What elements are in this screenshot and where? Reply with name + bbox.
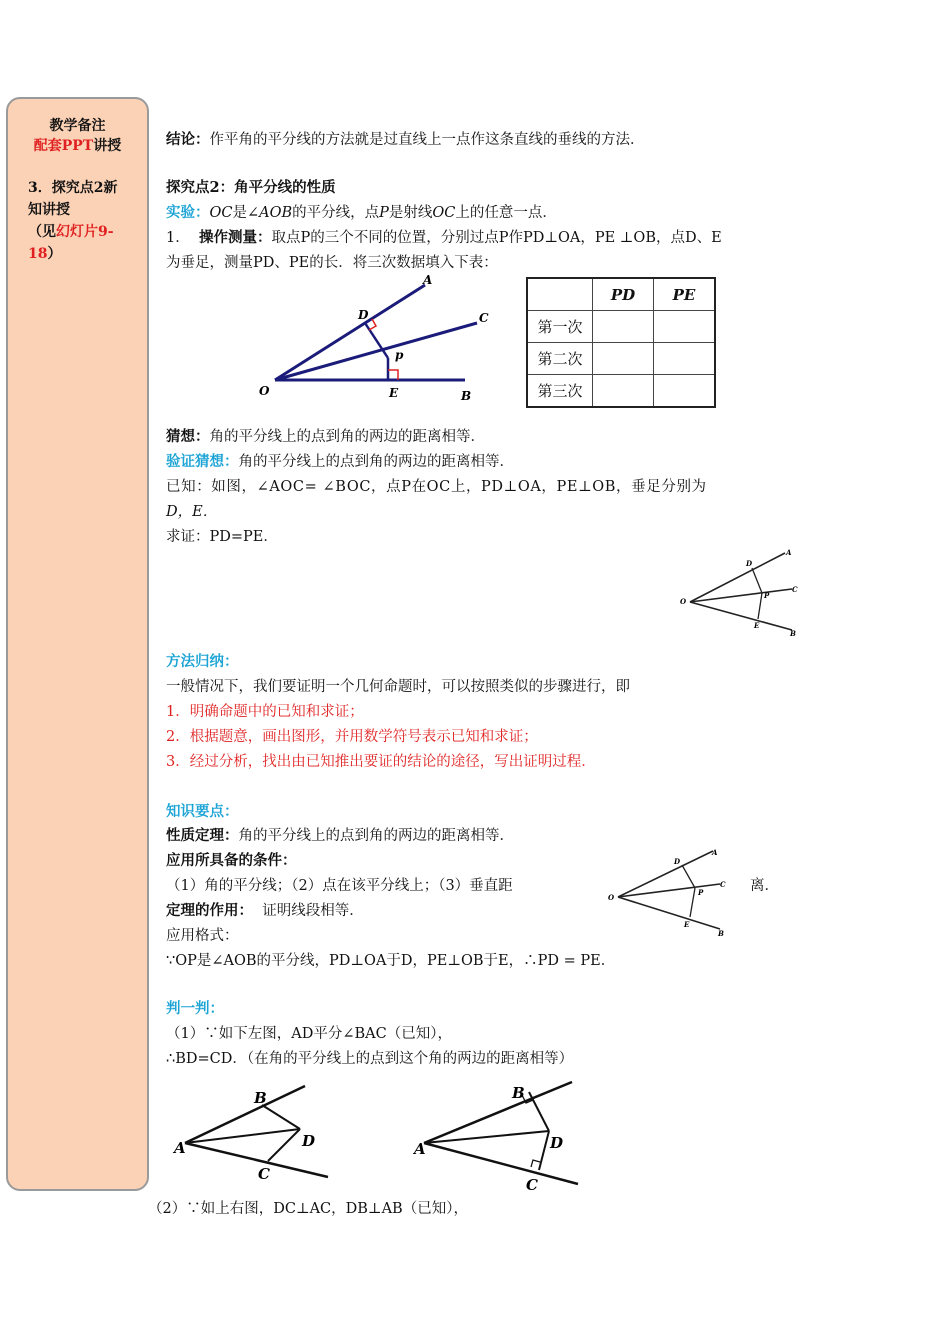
conclusion-label: 结论： bbox=[166, 131, 210, 148]
fig5-label-A: A bbox=[414, 1140, 426, 1158]
table-cell[interactable] bbox=[593, 375, 654, 408]
table-header-row bbox=[527, 278, 715, 311]
fig4-label-B: B bbox=[254, 1089, 267, 1107]
exp-e: P bbox=[379, 205, 389, 221]
table-row-label: 第二次 bbox=[527, 343, 593, 375]
role-text: 证明线段相等． bbox=[262, 903, 364, 919]
table-row bbox=[527, 375, 715, 408]
measure-num: 1． bbox=[166, 230, 190, 246]
method-label: 方法归纳： bbox=[166, 653, 239, 670]
guess-text: 角的平分线上的点到角的两边的距离相等． bbox=[209, 429, 485, 445]
table-cell[interactable] bbox=[593, 311, 654, 343]
sidebar-line3-red: 幻灯片9- bbox=[56, 224, 114, 240]
fig2-label-A: A bbox=[786, 548, 792, 557]
given-line2: D，E． bbox=[166, 504, 218, 520]
measure-text1: 取点P的三个不同的位置，分别过点P作PD⊥OA，PE ⊥OB，点D、E bbox=[271, 230, 722, 246]
conditions-tail: 离． bbox=[750, 878, 779, 894]
sidebar-ppt-red: 配套PPT bbox=[33, 138, 94, 154]
fig3-label-B: B bbox=[718, 929, 724, 938]
method-intro: 一般情况下，我们要证明一个几何命题时，可以按照类似的步骤进行，即 bbox=[166, 679, 630, 695]
experiment-line bbox=[166, 204, 557, 222]
given-line1: 已知：如图，∠AOC= ∠BOC，点P在OC上，PD⊥OA，PE⊥OB，垂足分别为 bbox=[166, 479, 707, 495]
method-step3: 3．经过分析，找出由已知推出要证的结论的途径，写出证明过程． bbox=[166, 754, 596, 770]
conditions-text: （1）角的平分线；（2）点在该平分线上；（3）垂直距 bbox=[166, 878, 513, 894]
figure-angle-bisector-3 bbox=[608, 845, 738, 937]
table-header-empty bbox=[527, 278, 593, 311]
fig4-label-A: A bbox=[174, 1139, 186, 1157]
table-header-pe: PE bbox=[654, 278, 716, 311]
section2-heading: 探究点2：角平分线的性质 bbox=[166, 179, 336, 196]
fig5-label-B: B bbox=[512, 1084, 525, 1102]
sidebar-ppt-rest: 讲授 bbox=[93, 138, 122, 154]
fig1-label-C: C bbox=[479, 311, 489, 325]
fig4-label-D: D bbox=[302, 1132, 316, 1150]
measure-line2: 为垂足，测量PD、PE的长．将三次数据填入下表： bbox=[166, 255, 498, 271]
fig1-label-B: B bbox=[461, 389, 472, 403]
fig4-label-C: C bbox=[258, 1165, 270, 1183]
fig3-label-E: E bbox=[684, 920, 690, 929]
method-step1: 1．明确命题中的已知和求证； bbox=[166, 704, 364, 720]
fig1-label-P: p bbox=[395, 348, 404, 362]
exp-b: 是∠ bbox=[232, 205, 260, 221]
exp-h: 上的任意一点． bbox=[455, 205, 557, 221]
exp-d: 的平分线，点 bbox=[292, 205, 380, 221]
sidebar-ppt-note bbox=[8, 135, 147, 155]
fig5-label-C: C bbox=[526, 1176, 538, 1194]
table-cell[interactable] bbox=[654, 375, 716, 408]
measure-label: 操作测量： bbox=[198, 229, 272, 246]
fig3-label-D: D bbox=[674, 857, 681, 866]
judge-q1-line2: ∴BD=CD．（在角的平分线上的点到这个角的两边的距离相等） bbox=[166, 1051, 574, 1067]
verify-line bbox=[166, 453, 514, 471]
sidebar-title: 教学备注 bbox=[49, 118, 106, 134]
table-row bbox=[527, 343, 715, 375]
format-label: 应用格式： bbox=[166, 928, 239, 944]
fig2-label-D: D bbox=[746, 559, 753, 568]
method-step2: 2．根据题意，画出图形，并用数学符号表示已知和求证； bbox=[166, 729, 538, 745]
fig1-label-A: A bbox=[423, 273, 433, 287]
figure-judge-right bbox=[412, 1078, 592, 1193]
fig1-label-O: O bbox=[259, 384, 270, 398]
knowledge-label: 知识要点： bbox=[166, 803, 239, 820]
prove-line: 求证：PD=PE． bbox=[166, 529, 278, 545]
sidebar-line4-red: 18 bbox=[28, 246, 48, 262]
figure-angle-bisector-1 bbox=[255, 275, 495, 405]
fig2-label-B: B bbox=[790, 629, 796, 638]
sidebar-line3-a: （见 bbox=[28, 224, 56, 240]
table-row-label: 第三次 bbox=[527, 375, 593, 408]
sidebar-item-line2: 知讲授 bbox=[28, 202, 70, 218]
exp-f: 是射线 bbox=[388, 205, 433, 221]
exp-c: AOB bbox=[259, 205, 293, 221]
fig3-label-C: C bbox=[720, 880, 726, 889]
fig1-label-D: D bbox=[358, 308, 369, 322]
guess-label: 猜想： bbox=[166, 428, 210, 445]
fig3-label-A: A bbox=[712, 848, 718, 857]
fig2-label-E: E bbox=[754, 621, 760, 630]
guess-line bbox=[166, 428, 485, 446]
role-label: 定理的作用： bbox=[166, 902, 253, 919]
table-cell[interactable] bbox=[654, 311, 716, 343]
teaching-notes-sidebar bbox=[6, 97, 149, 1191]
conditions-label: 应用所具备的条件： bbox=[166, 852, 297, 869]
sidebar-item-line4 bbox=[28, 243, 61, 263]
table-row-label: 第一次 bbox=[527, 311, 593, 343]
fig2-label-O: O bbox=[680, 597, 687, 606]
fig2-label-C: C bbox=[792, 585, 798, 594]
sidebar-line4-b: ） bbox=[47, 246, 62, 262]
figure-angle-bisector-2 bbox=[680, 550, 810, 642]
table-cell[interactable] bbox=[593, 343, 654, 375]
conclusion-line bbox=[166, 131, 645, 149]
theorem-label: 性质定理： bbox=[166, 827, 239, 844]
judge-q2-line1: （2）∵如上右图，DC⊥AC，DB⊥AB（已知）， bbox=[148, 1201, 468, 1217]
table-cell[interactable] bbox=[654, 343, 716, 375]
role-line bbox=[166, 902, 364, 920]
measurement-table bbox=[526, 277, 716, 408]
judge-q1-line1: （1）∵如下左图，AD平分∠BAC（已知）， bbox=[166, 1026, 452, 1042]
theorem-line bbox=[166, 827, 514, 845]
exp-a: OC bbox=[209, 205, 233, 221]
sidebar-item-line1: 3．探究点2新 bbox=[28, 180, 118, 196]
theorem-text: 角的平分线上的点到角的两边的距离相等． bbox=[238, 828, 514, 844]
format-text: ∵OP是∠AOB的平分线，PD⊥OA于D，PE⊥OB于E，∴PD = PE． bbox=[166, 953, 616, 969]
verify-label: 验证猜想： bbox=[166, 453, 239, 470]
fig3-label-P: P bbox=[698, 888, 704, 897]
exp-g: OC bbox=[432, 205, 456, 221]
fig2-label-P: P bbox=[764, 591, 770, 600]
fig1-label-E: E bbox=[389, 386, 399, 400]
table-row bbox=[527, 311, 715, 343]
judge-label: 判一判： bbox=[166, 1000, 224, 1017]
fig5-label-D: D bbox=[550, 1134, 564, 1152]
verify-text: 角的平分线上的点到角的两边的距离相等． bbox=[238, 454, 514, 470]
conclusion-text: 作平角的平分线的方法就是过直线上一点作这条直线的垂线的方法． bbox=[209, 132, 645, 148]
table-header-pd: PD bbox=[593, 278, 654, 311]
measure-line1 bbox=[166, 229, 722, 247]
figure-judge-left bbox=[170, 1083, 340, 1193]
experiment-label: 实验： bbox=[166, 204, 210, 221]
sidebar-item-line3 bbox=[28, 221, 114, 241]
fig3-label-O: O bbox=[608, 893, 615, 902]
